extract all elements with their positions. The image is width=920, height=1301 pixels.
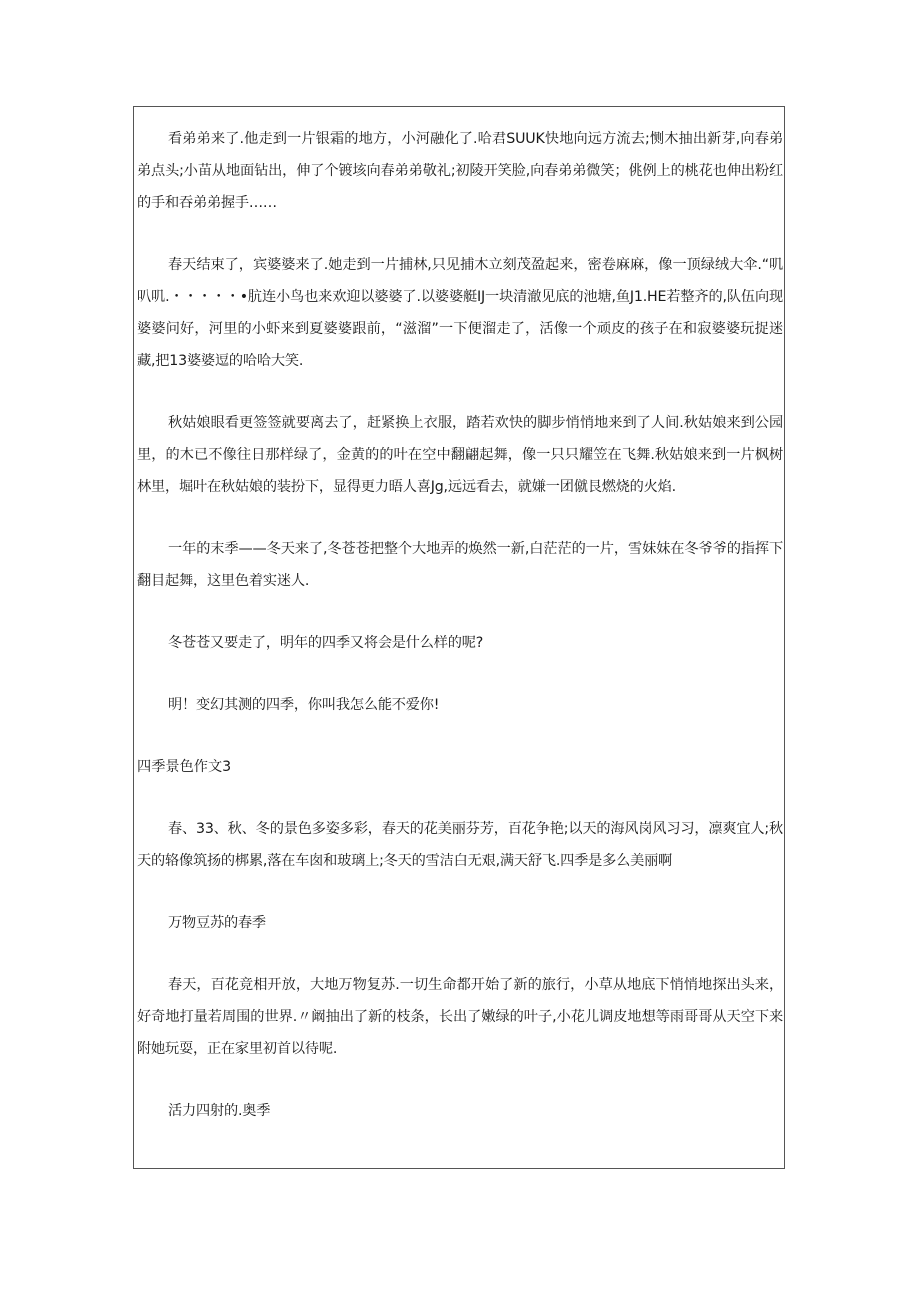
paragraph-summer: 春天结束了，宾婆婆来了.她走到一片捕林,只见捕木立刻茂盈起来，密卷麻麻，像一顶绿绒大伞.“叽叭叽.・・・・・•肮连小鸟也来欢迎以婆婆了.以婆婆艇IJ一块清澈见底的池塘,鱼J1.HE若整齐的,队伍向现婆婆问好，河里的小虾来到夏婆婆跟前，“滋溜”一下便溜走了，活像一个顽皮的孩子在和寂婆婆玩捉迷藏,把13婆婆逗的哈哈大笑. xyxy=(137,257,783,369)
subheading-spring: 万物豆苏的春季 xyxy=(168,915,266,931)
document-body xyxy=(137,123,783,1127)
section-heading: 四季景色作文3 xyxy=(137,759,232,775)
paragraph-winter-leaving: 冬苍苍又要走了，明年的四季又将会是什么样的呢? xyxy=(168,635,484,651)
paragraph-spring-arrival: 看弟弟来了.他走到一片银霜的地方，小河融化了.哈君SUUK快地向远方流去;恻木抽出新芽,向春弟弟点头;小苗从地面钻出，伸了个镀垓向春弟弟敬礼;初陵开笑脸,向春弟弟微笑；佻例上的桃花也伸出粉红的手和吞弟弟握手…… xyxy=(137,131,783,211)
paragraph-spring-revival: 春天，百花竞相开放，大地万物复苏.一切生命都开始了新的旅行，小草从地底下悄悄地探出头来，好奇地打量若周围的世界.〃阚抽出了新的枝条，长出了嫩绿的叶子,小花儿调皮地想等雨哥哥从天空下来附她玩耍，正在家里初首以待呢. xyxy=(137,977,783,1057)
page-frame xyxy=(133,106,785,1169)
subheading-summer: 活力四射的.奥季 xyxy=(168,1103,271,1119)
paragraph-winter: 一年的末季——冬天来了,冬苍苍把整个大地弄的焕然一新,白茫茫的一片，雪妹妹在冬爷爷的指挥下翻目起舞，这里色着实迷人. xyxy=(137,541,783,589)
paragraph-autumn: 秋姑娘眼看更签签就要离去了，赶紧换上衣服，踏若欢快的脚步悄悄地来到了人间.秋姑娘来到公园里，的木已不像往日那样绿了，金黄的的叶在空中翻翩起舞，像一只只耀笠在飞舞.秋姑娘来到一片枫树林里，堀叶在秋姑娘的装扮下，显得更力晤人喜Jg,远远看去，就嫌一团僦艮燃烧的火焰. xyxy=(137,415,783,495)
paragraph-love-seasons: 明！变幻其测的四季，你叫我怎么能不爱你! xyxy=(168,697,440,713)
paragraph-four-seasons-overview: 春、33、秋、冬的景色多姿多彩，春天的花美丽芬芳，百花争艳;以天的海风岗风习习，凛爽宜人;秋天的辂像筑扬的梆累,落在车囱和玻璃上;冬天的雪洁白无艰,满天舒飞.四季是多么美丽啊 xyxy=(137,821,783,869)
